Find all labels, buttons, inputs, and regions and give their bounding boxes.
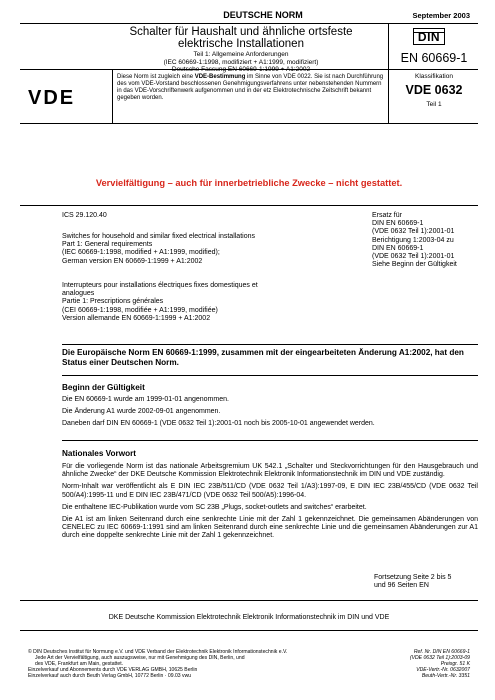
title-line: elektrische Installationen — [178, 38, 304, 50]
title-line: Schalter für Haushalt und ähnliche ortsfeste — [129, 26, 353, 38]
replacement-line: (VDE 0632 Teil 1):2001-01 — [372, 253, 455, 261]
replacement-line: Ersatz für — [372, 212, 402, 219]
validity-text — [62, 396, 478, 429]
foreword-paragraph: Die enthaltene IEC-Publikation wurde vom SC 23B „Plugs, socket-outlets and switches“ erarbeitet. — [62, 503, 367, 511]
replacement-line: (VDE 0632 Teil 1):2001-01 — [372, 228, 455, 236]
statement-rule — [62, 375, 478, 376]
english-title-line: German version EN 60669-1:1999 + A1:2002 — [62, 257, 203, 265]
vde-divider-left — [112, 69, 113, 123]
footer-copyright — [28, 649, 358, 679]
french-title-line: Partie 1: Prescriptions générales — [62, 298, 164, 306]
french-title-line: Version allemande EN 60669-1:1999 + A1:2002 — [62, 314, 211, 322]
vde-bottom-rule — [20, 123, 478, 124]
header-bottom-rule — [20, 69, 478, 70]
document-date: September 2003 — [412, 11, 470, 20]
validity-heading: Beginn der Gültigkeit — [62, 383, 145, 392]
footer-reference — [360, 649, 470, 679]
continuation-line: und 96 Seiten EN — [374, 582, 429, 590]
titles-rule — [62, 344, 478, 345]
dke-line: DKE Deutsche Kommission Elektrotechnik Elektronik Informationstechnik im DIN und VDE — [108, 614, 390, 621]
replacement-line: DIN EN 60669-1 — [372, 244, 424, 252]
classification-number: VDE 0632 — [405, 83, 463, 97]
validity-line: Die EN 60669-1 wurde am 1999-01-01 angenommen. — [62, 396, 229, 403]
subtitle-line: Teil 1: Allgemeine Anforderungen — [193, 51, 289, 58]
footer-right-line: Ref. Nr. DIN EN 60669-1 — [413, 649, 470, 655]
subtitle-line: Deutsche Fassung EN 60669-1:1999 + A1:2002 — [171, 66, 311, 74]
footer-right-line: VDE-Vertr.-Nr. 0632007 — [416, 667, 470, 674]
footer-right-line: (VDE 0632 Teil 1):2003-09 — [409, 655, 470, 662]
notice-rule — [20, 205, 478, 206]
din-logo: DIN — [413, 28, 445, 45]
standard-number: EN 60669-1 — [400, 51, 468, 65]
continuation-note — [374, 574, 484, 590]
footer-rule — [20, 630, 478, 631]
french-title-line: analogues — [62, 290, 95, 298]
subtitle-line: (IEC 60669-1:1998, modifiziert + A1:1999, modifiziert) — [163, 58, 319, 66]
footer-left-line: © DIN Deutsches Institut für Normung e.V. und VDE Verband der Elektrotechnik Elektronik Informationstechnik e.V. — [28, 649, 288, 655]
din-logo-bar — [413, 32, 445, 33]
foreword-text — [62, 463, 478, 541]
foreword-paragraph: Für die vorliegende Norm ist das nationale Arbeitsgremium UK 542.1 „Schalter und Steckvorrichtungen für den Hausgebrauch und ähnliche Zwecke“ der DKE Deutsche Kommission Elektrotechnik Elektronik Informationstechnik im DIN und VDE zuständig. — [62, 463, 478, 479]
continuation-line: Fortsetzung Seite 2 bis 5 — [374, 574, 452, 581]
validity-rule — [62, 440, 478, 441]
copy-notice: Vervielfältigung – auch für innerbetriebliche Zwecke – nicht gestattet. — [95, 178, 403, 188]
french-title-line: Interrupteurs pour installations électriques fixes domestiques et — [62, 282, 258, 289]
footer-left-line: Einzelverkauf auch durch Beuth Verlag GmbH, 10772 Berlin · 09.03 vwu — [28, 673, 192, 680]
english-title-line: Part 1: General requirements — [62, 241, 153, 249]
french-title-line: (CEI 60669-1:1998, modifiée + A1:1999, modifiée) — [62, 306, 218, 314]
footer-left-line: Jede Art der Vervielfältigung, auch auszugsweise, nur mit Genehmigung des DIN, Berlin, und — [35, 655, 245, 662]
norm-label: DEUTSCHE NORM — [223, 10, 303, 20]
footer-left-line: Einzelverkauf und Abonnements durch VDE VERLAG GMBH, 10625 Berlin — [28, 667, 198, 674]
english-title-line: (IEC 60669-1:1998, modified + A1:1999, modified); — [62, 249, 220, 257]
classification-part: Teil 1 — [426, 101, 442, 108]
replacement-info — [372, 212, 482, 269]
status-statement: Die Europäische Norm EN 60669-1:1999, zusammen mit der eingearbeiteten Änderung A1:2002, hat den Status einer Deutschen Norm. — [62, 348, 464, 367]
english-title — [62, 233, 352, 266]
continuation-rule — [20, 600, 478, 601]
replacement-line: DIN EN 60669-1 — [372, 220, 424, 228]
header-divider — [388, 23, 389, 69]
foreword-paragraph: Die A1 ist am linken Seitenrand durch eine senkrechte Linie mit der Zahl 1 gekennzeichnet. Die gemeinsamen Abänderungen von CENELEC zu IEC 60669-1:1991 sind am linken Seitenrand durch eine senkrechte Linie und die gemeinsamen Abänderungen zur A1 durch eine doppelte senkrechte Linie mit der Zahl 1 gekennzeichnet. — [62, 516, 478, 540]
vde-logo: VDE — [28, 87, 76, 109]
footer-right-line: Preisgr. 51 K — [440, 661, 470, 668]
title-block — [95, 26, 387, 74]
footer-right-line: Beuth-Vertr.-Nr. 3351 — [421, 673, 470, 680]
header-top-rule — [20, 23, 478, 24]
foreword-heading: Nationales Vorwort — [62, 449, 137, 458]
replacement-line: Berichtigung 1:2003-04 zu — [372, 236, 454, 244]
french-title — [62, 282, 352, 323]
validity-line: Die Änderung A1 wurde 2002-09-01 angenommen. — [62, 408, 221, 416]
validity-line: Daneben darf DIN EN 60669-1 (VDE 0632 Teil 1):2001-01 noch bis 2005-10-01 angewendet werden. — [62, 420, 375, 428]
foreword-paragraph: Norm-Inhalt war veröffentlicht als E DIN IEC 23B/511/CD (VDE 0632 Teil 1/A3):1997-09, E DIN IEC 23B/455/CD (VDE 0632 Teil 500/A4):1995-11 und E DIN IEC 23B/471/CD (VDE 0632 Teil 500/A5):1996-04. — [62, 483, 478, 499]
footer-left-line: des VDE, Frankfurt am Main, gestattet. — [35, 661, 124, 668]
english-title-line: Switches for household and similar fixed electrical installations — [62, 233, 255, 240]
vde-divider-right — [388, 69, 389, 123]
vde-statement: Diese Norm ist zugleich eine VDE-Bestimmung im Sinne von VDE 0022. Sie ist nach Durchführung des vom VDE-Vorstand beschlossenen Genehmigungsverfahrens unter nebenstehenden Nummern in das VDE-Vorschriftenwerk aufgenommen und in der etz Elektrotechnische Zeitschrift bekannt gegeben worden. — [117, 74, 384, 101]
ics-code: ICS 29.120.40 — [62, 212, 107, 219]
replacement-line: Siehe Beginn der Gültigkeit — [372, 261, 457, 269]
classification-label: Klassifikation — [415, 73, 453, 80]
